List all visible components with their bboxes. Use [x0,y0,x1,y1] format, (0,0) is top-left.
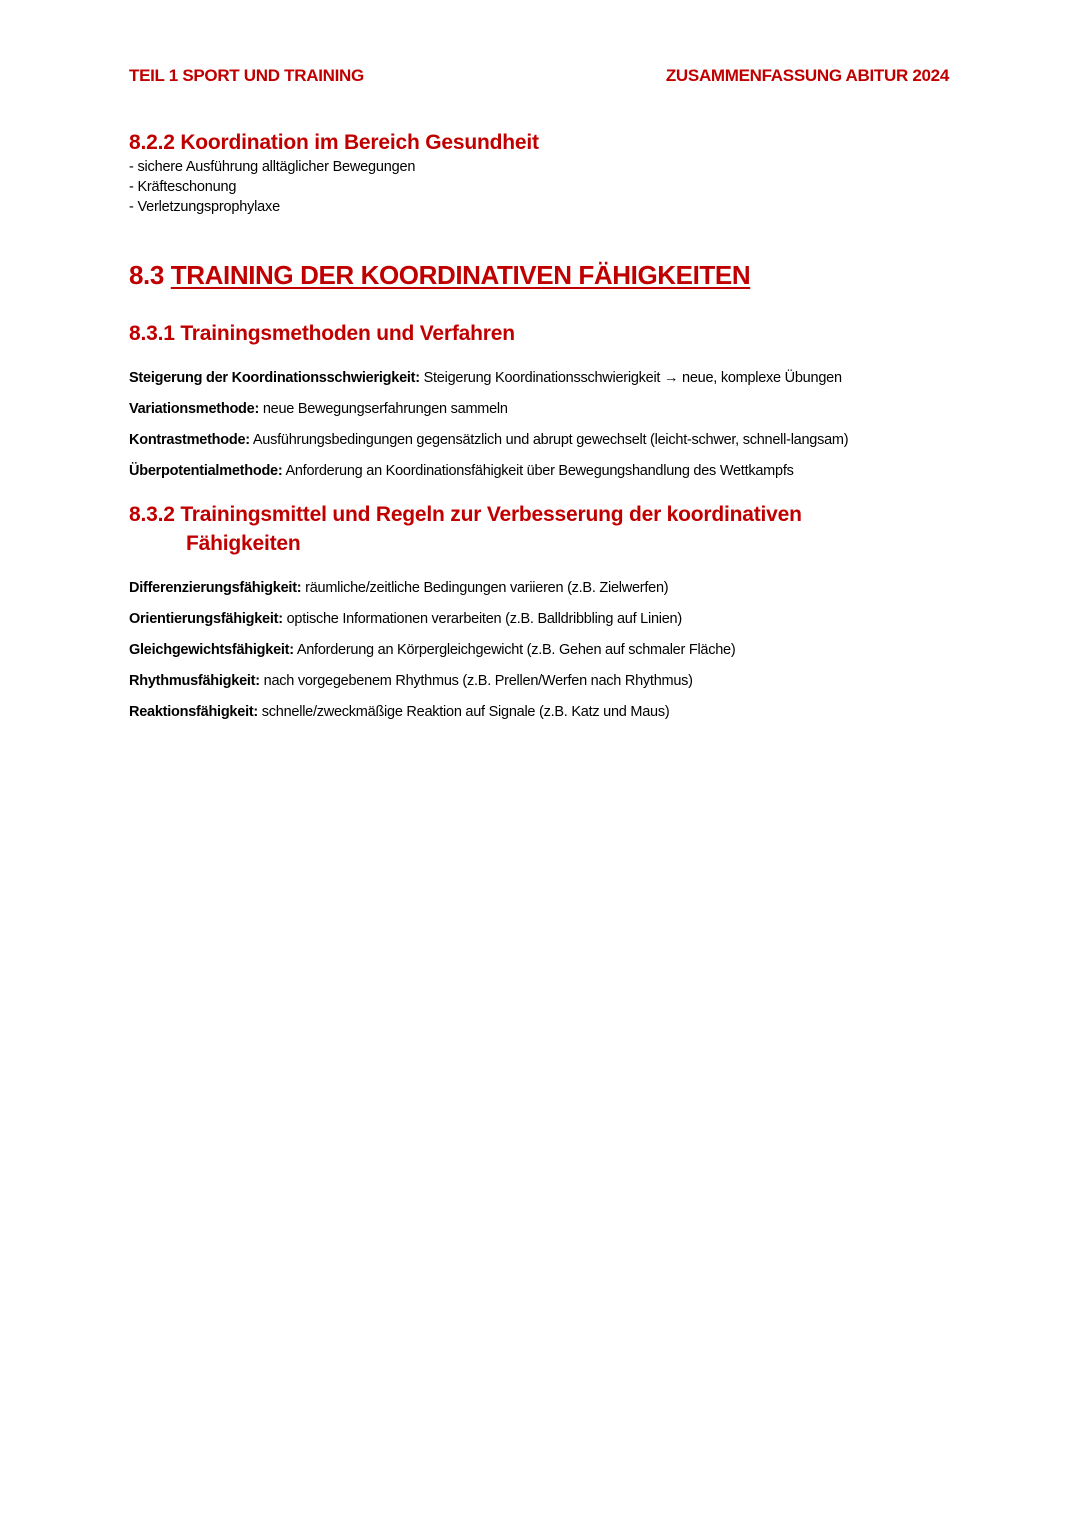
term: Differenzierungsfähigkeit: [129,580,302,596]
list-item: - sichere Ausführung alltäglicher Bewegungen [129,159,416,175]
definition: optische Informationen verarbeiten (z.B. Balldribbling auf Linien) [286,611,682,627]
method-row [129,370,842,386]
definition: Ausführungsbedingungen gegensätzlich und abrupt gewechselt (leicht-schwer, schnell-langsam) [252,432,849,448]
term: Orientierungsfähigkeit: [129,611,283,627]
definition: neue Bewegungserfahrungen sammeln [262,401,508,417]
ability-row [129,642,735,658]
list-item: - Verletzungsprophylaxe [129,199,280,215]
definition: Anforderung an Koordinationsfähigkeit über Bewegungshandlung des Wettkampfs [285,463,794,479]
heading-8-3-1: 8.3.1 Trainingsmethoden und Verfahren [129,322,515,345]
method-row [129,463,794,479]
heading-8-3 [129,260,750,291]
heading-8-2-2: 8.2.2 Koordination im Bereich Gesundheit [129,131,539,154]
definition: Anforderung an Körpergleichgewicht (z.B. Gehen auf schmaler Fläche) [296,642,736,658]
ability-row [129,673,693,689]
ability-row [129,611,682,627]
definition: Steigerung Koordinationsschwierigkeit → neue, komplexe Übungen [423,370,842,386]
header-right: ZUSAMMENFASSUNG ABITUR 2024 [665,66,949,85]
term: Kontrastmethode: [129,432,250,448]
term: Reaktionsfähigkeit: [129,704,258,720]
ability-row [129,704,669,720]
term: Steigerung der Koordinationsschwierigkeit: [129,370,420,386]
header-left: TEIL 1 SPORT UND TRAINING [129,66,364,85]
heading-8-3-2-line2: Fähigkeiten [186,532,301,555]
method-row [129,432,848,448]
list-item: - Kräfteschonung [129,179,237,195]
term: Gleichgewichtsfähigkeit: [129,642,294,658]
definition: räumliche/zeitliche Bedingungen variieren (z.B. Zielwerfen) [305,580,669,596]
heading-8-3-2-line1: 8.3.2 Trainingsmittel und Regeln zur Verbesserung der koordinativen [129,503,802,526]
definition: nach vorgegebenem Rhythmus (z.B. Prellen/Werfen nach Rhythmus) [263,673,693,689]
term: Überpotentialmethode: [129,463,283,479]
ability-row [129,580,668,596]
section-title: TRAINING DER KOORDINATIVEN FÄHIGKEITEN [170,260,751,290]
section-number: 8.3 [129,260,164,290]
term: Variationsmethode: [129,401,260,417]
term: Rhythmusfähigkeit: [129,673,260,689]
definition: schnelle/zweckmäßige Reaktion auf Signale (z.B. Katz und Maus) [261,704,670,720]
method-row [129,401,508,417]
